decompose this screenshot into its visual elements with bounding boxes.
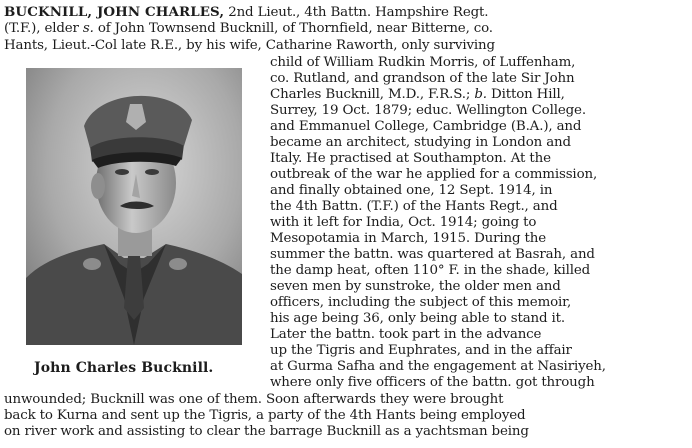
text-line: on river work and assisting to clear the barrage Bucknill as a yachtsman being <box>4 424 529 439</box>
text-line: the 4th Battn. (T.F.) of the Hants Regt., and <box>270 199 558 214</box>
text-line: Later the battn. took part in the advance <box>270 327 542 342</box>
text-line: at Gurma Safha and the engagement at Nasiriyeh, <box>270 359 606 374</box>
text-line: up the Tigris and Euphrates, and in the affair <box>270 343 572 358</box>
portrait-image <box>26 68 242 345</box>
entry-heading <box>4 4 488 21</box>
text-line: Surrey, 19 Oct. 1879; educ. Wellington College. <box>270 103 586 118</box>
text-line: co. Rutland, and grandson of the late Sir John <box>270 71 575 86</box>
text-line: (T.F.), elder s. of John Townsend Bucknill, of Thornfield, near Bitterne, co. <box>4 21 493 36</box>
text-line: unwounded; Bucknill was one of them. Soon afterwards they were brought <box>4 392 504 407</box>
text-line: seven men by sunstroke, the older men and <box>270 279 561 294</box>
entry-heading-rest: 2nd Lieut., 4th Battn. Hampshire Regt. <box>224 5 489 20</box>
text-line: where only five officers of the battn. got through <box>270 375 595 390</box>
text-line: the damp heat, often 110° F. in the shade, killed <box>270 263 591 278</box>
text-line: outbreak of the war he applied for a commission, <box>270 167 598 182</box>
text-line: back to Kurna and sent up the Tigris, a party of the 4th Hants being employed <box>4 408 526 423</box>
text-line: his age being 36, only being able to stand it. <box>270 311 566 326</box>
entry-name: BUCKNILL, JOHN CHARLES, <box>4 4 225 20</box>
text-line: and Emmanuel College, Cambridge (B.A.), and <box>270 119 582 134</box>
text-line: summer the battn. was quartered at Basrah, and <box>270 247 595 262</box>
text-line: child of William Rudkin Morris, of Luffenham, <box>270 55 576 70</box>
text-line: Hants, Lieut.-Col late R.E., by his wife, Catharine Raworth, only surviving <box>4 38 495 53</box>
portrait-caption: John Charles Bucknill. <box>34 360 214 376</box>
text-line: officers, including the subject of this memoir, <box>270 295 572 310</box>
text-line: with it left for India, Oct. 1914; going to <box>270 215 537 230</box>
text-line: became an architect, studying in London and <box>270 135 571 150</box>
text-line: and finally obtained one, 12 Sept. 1914, in <box>270 183 553 198</box>
text-line: Italy. He practised at Southampton. At the <box>270 151 551 166</box>
text-line: Charles Bucknill, M.D., F.R.S.; b. Ditton Hill, <box>270 87 565 102</box>
text-line: Mesopotamia in March, 1915. During the <box>270 231 547 246</box>
portrait-photo <box>26 68 242 345</box>
